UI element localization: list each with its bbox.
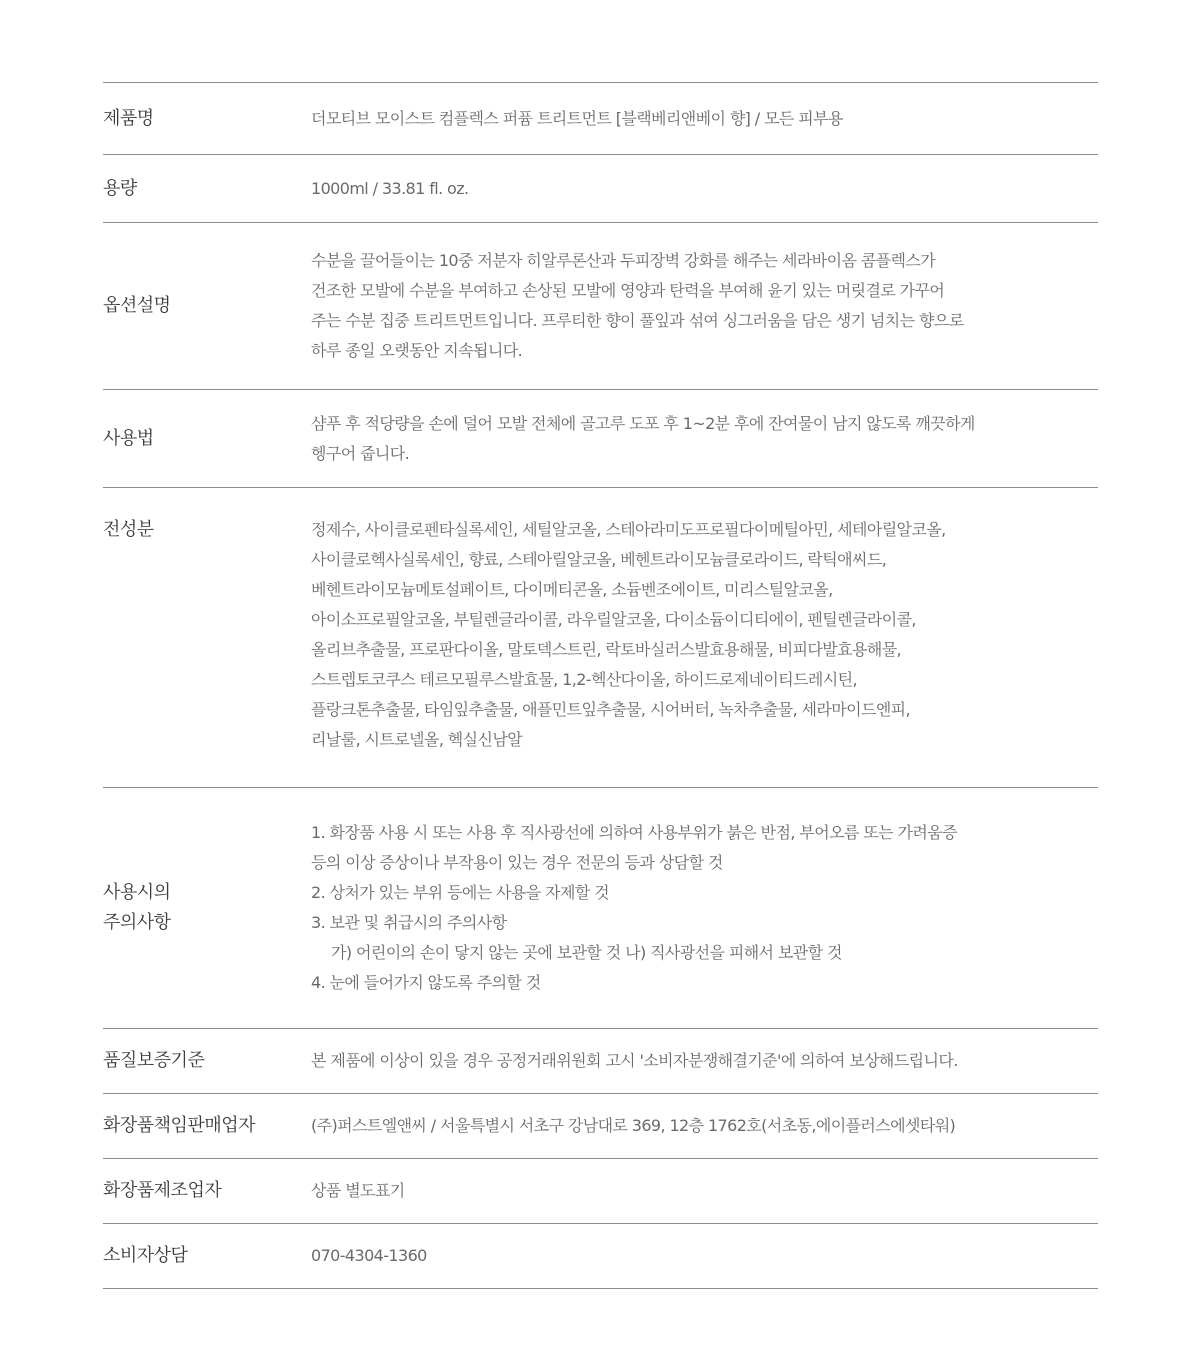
value-line: 3. 보관 및 취급시의 주의사항	[311, 913, 507, 932]
row-volume	[103, 155, 1098, 223]
row-usage	[103, 390, 1098, 488]
value-line: 1000ml / 33.81 fl. oz.	[311, 178, 469, 198]
row-label: 품질보증기준	[103, 1050, 205, 1071]
row-value	[311, 1046, 1098, 1076]
row-value	[311, 818, 1098, 998]
value-line: 리날룰, 시트로넬올, 헥실신남알	[311, 730, 523, 749]
row-value	[311, 409, 1098, 469]
value-line: 등의 이상 증상이나 부작용이 있는 경우 전문의 등과 상담할 것	[311, 853, 723, 872]
row-label: 전성분	[103, 519, 154, 540]
row-label: 소비자상담	[103, 1245, 188, 1266]
value-line: 2. 상처가 있는 부위 등에는 사용을 자제할 것	[311, 883, 610, 902]
row-option-description	[103, 223, 1098, 390]
value-line: 아이소프로필알코올, 부틸렌글라이콜, 라우릴알코올, 다이소듐이디티에이, 펜틸렌글라이콜,	[311, 610, 916, 629]
row-value	[311, 246, 1098, 366]
row-value	[311, 104, 1098, 134]
value-line: 하루 종일 오랫동안 지속됩니다.	[311, 341, 523, 360]
row-precautions	[103, 788, 1098, 1029]
row-label: 사용법	[103, 427, 154, 449]
row-label: 사용시의 주의사항	[103, 882, 171, 933]
value-line: 상품 별도표기	[311, 1181, 405, 1200]
value-line: 4. 눈에 들어가지 않도록 주의할 것	[311, 973, 541, 992]
value-line: 헹구어 줍니다.	[311, 443, 410, 463]
value-line: 사이클로헥사실록세인, 향료, 스테아릴알코올, 베헨트라이모늄클로라이드, 락틱애씨드,	[311, 550, 887, 569]
row-value	[311, 515, 1098, 755]
row-product-name	[103, 83, 1098, 155]
value-line: 가) 어린이의 손이 닿지 않는 곳에 보관할 것 나) 직사광선을 피해서 보관할 것	[331, 943, 842, 962]
value-line: 070-4304-1360	[311, 1246, 427, 1265]
row-label: 용량	[103, 177, 137, 199]
product-info-table	[103, 82, 1098, 1289]
value-line: 수분을 끌어들이는 10중 저분자 히알루론산과 두피장벽 강화를 해주는 세라바이옴 콤플렉스가	[311, 251, 936, 270]
row-ingredients	[103, 488, 1098, 788]
value-line: 본 제품에 이상이 있을 경우 공정거래위원회 고시 '소비자분쟁해결기준'에 의하여 보상해드립니다.	[311, 1051, 958, 1070]
value-line: 더모티브 모이스트 컴플렉스 퍼퓸 트리트먼트 [블랙베리앤베이 향] / 모든 피부용	[311, 108, 843, 128]
value-line: (주)퍼스트엘앤씨 / 서울특별시 서초구 강남대로 369, 12층 1762호(서초동,에이플러스에셋타워)	[311, 1116, 956, 1135]
value-line: 플랑크톤추출물, 타임잎추출물, 애플민트잎추출물, 시어버터, 녹차추출물, 세라마이드엔피,	[311, 700, 911, 719]
row-label: 옵션설명	[103, 295, 171, 316]
row-customer-service	[103, 1224, 1098, 1289]
value-line: 정제수, 사이클로펜타실록세인, 세틸알코올, 스테아라미도프로필다이메틸아민, 세테아릴알코올,	[311, 520, 946, 539]
row-value	[311, 1176, 1098, 1206]
row-manufacturer	[103, 1159, 1098, 1224]
row-value	[311, 1111, 1098, 1141]
row-value	[311, 174, 1098, 204]
row-label: 제품명	[103, 107, 154, 129]
row-responsible-seller	[103, 1094, 1098, 1159]
row-label: 화장품책임판매업자	[103, 1115, 255, 1136]
row-label: 화장품제조업자	[103, 1180, 222, 1201]
value-line: 건조한 모발에 수분을 부여하고 손상된 모발에 영양과 탄력을 부여해 윤기 있는 머릿결로 가꾸어	[311, 281, 945, 300]
row-value	[311, 1241, 1098, 1271]
value-line: 스트렙토코쿠스 테르모필루스발효물, 1,2-헥산다이올, 하이드로제네이티드레시틴,	[311, 670, 857, 689]
value-line: 주는 수분 집중 트리트먼트입니다. 프루티한 향이 풀잎과 섞여 싱그러움을 담은 생기 넘치는 향으로	[311, 311, 964, 330]
value-line: 올리브추출물, 프로판다이올, 말토덱스트린, 락토바실러스발효용해물, 비피다발효용해물,	[311, 640, 902, 659]
value-line: 1. 화장품 사용 시 또는 사용 후 직사광선에 의하여 사용부위가 붉은 반점, 부어오름 또는 가려움증	[311, 823, 957, 842]
value-line: 샴푸 후 적당량을 손에 덜어 모발 전체에 골고루 도포 후 1~2분 후에 잔여물이 남지 않도록 깨끗하게	[311, 413, 975, 433]
value-line: 베헨트라이모늄메토설페이트, 다이메티콘올, 소듐벤조에이트, 미리스틸알코올,	[311, 580, 833, 599]
row-quality-standard	[103, 1029, 1098, 1094]
